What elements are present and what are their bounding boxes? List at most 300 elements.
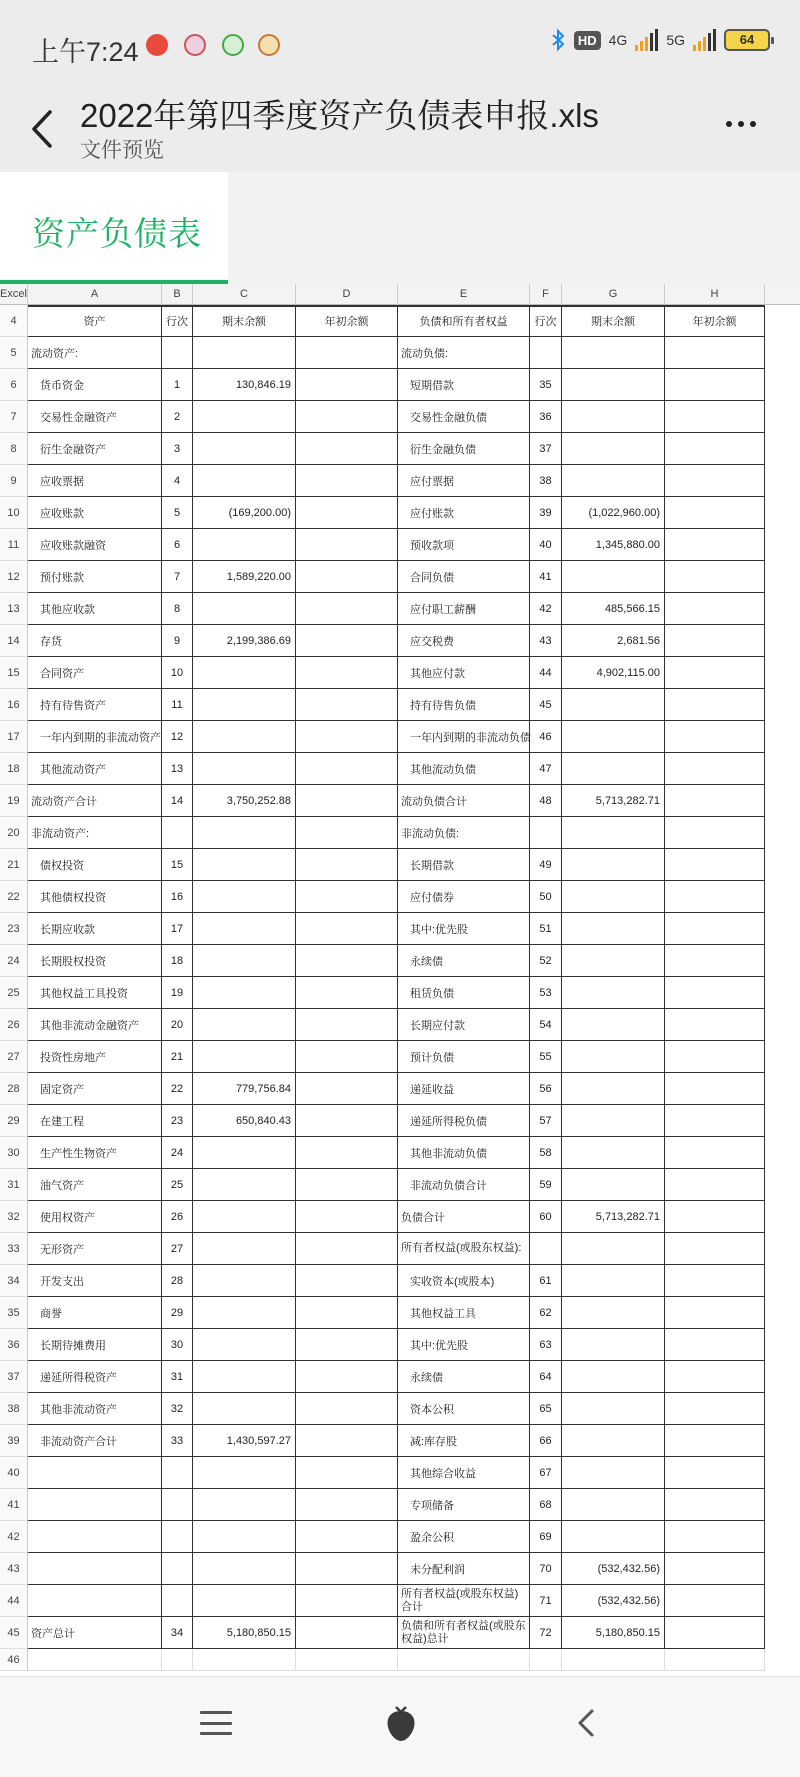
cell-f[interactable]: 51 bbox=[530, 913, 562, 945]
cell-g[interactable] bbox=[562, 1425, 665, 1457]
cell-b[interactable]: 11 bbox=[162, 689, 193, 721]
cell-f[interactable]: 35 bbox=[530, 369, 562, 401]
cell-c[interactable] bbox=[193, 1201, 296, 1233]
cell-h[interactable] bbox=[665, 1233, 765, 1265]
cell-e[interactable]: 资本公积 bbox=[398, 1393, 530, 1425]
cell-e[interactable]: 预计负债 bbox=[398, 1041, 530, 1073]
cell-a[interactable]: 投资性房地产 bbox=[28, 1041, 162, 1073]
cell-d[interactable] bbox=[296, 401, 398, 433]
cell-e[interactable]: 应付职工薪酬 bbox=[398, 593, 530, 625]
empty-cell[interactable] bbox=[193, 1649, 296, 1671]
cell-f[interactable]: 40 bbox=[530, 529, 562, 561]
cell-d[interactable] bbox=[296, 561, 398, 593]
cell-f[interactable]: 59 bbox=[530, 1169, 562, 1201]
cell-e[interactable]: 负债和所有者权益(或股东权益)总计 bbox=[398, 1617, 530, 1649]
cell-f[interactable]: 43 bbox=[530, 625, 562, 657]
cell-d[interactable] bbox=[296, 721, 398, 753]
cell-e[interactable]: 永续债 bbox=[398, 1361, 530, 1393]
row-number[interactable]: 45 bbox=[0, 1617, 28, 1649]
cell-g[interactable] bbox=[562, 1169, 665, 1201]
cell-f[interactable]: 65 bbox=[530, 1393, 562, 1425]
cell-g[interactable] bbox=[562, 1233, 665, 1265]
cell-g[interactable]: 5,713,282.71 bbox=[562, 785, 665, 817]
cell-d[interactable] bbox=[296, 1041, 398, 1073]
cell-f[interactable]: 47 bbox=[530, 753, 562, 785]
row-number[interactable]: 27 bbox=[0, 1041, 28, 1073]
cell-a[interactable]: 商誉 bbox=[28, 1297, 162, 1329]
cell-a[interactable]: 一年内到期的非流动资产 bbox=[28, 721, 162, 753]
cell-f[interactable]: 42 bbox=[530, 593, 562, 625]
cell-f[interactable] bbox=[530, 1233, 562, 1265]
cell-c[interactable] bbox=[193, 1137, 296, 1169]
row-number[interactable]: 9 bbox=[0, 465, 28, 497]
cell-h[interactable] bbox=[665, 657, 765, 689]
cell-b[interactable]: 8 bbox=[162, 593, 193, 625]
cell-e[interactable]: 非流动负债合计 bbox=[398, 1169, 530, 1201]
cell-g[interactable]: 5,180,850.15 bbox=[562, 1617, 665, 1649]
cell-c[interactable]: 2,199,386.69 bbox=[193, 625, 296, 657]
cell-e[interactable]: 递延所得税负债 bbox=[398, 1105, 530, 1137]
cell-e[interactable]: 衍生金融负债 bbox=[398, 433, 530, 465]
cell-f[interactable]: 57 bbox=[530, 1105, 562, 1137]
cell-a[interactable]: 油气资产 bbox=[28, 1169, 162, 1201]
cell-c[interactable] bbox=[193, 881, 296, 913]
cell-f[interactable]: 行次 bbox=[530, 305, 562, 337]
cell-g[interactable] bbox=[562, 1009, 665, 1041]
cell-f[interactable]: 39 bbox=[530, 497, 562, 529]
cell-g[interactable]: 485,566.15 bbox=[562, 593, 665, 625]
cell-a[interactable] bbox=[28, 1553, 162, 1585]
cell-c[interactable] bbox=[193, 1041, 296, 1073]
cell-b[interactable]: 32 bbox=[162, 1393, 193, 1425]
cell-d[interactable] bbox=[296, 689, 398, 721]
cell-e[interactable]: 专项储备 bbox=[398, 1489, 530, 1521]
empty-cell[interactable] bbox=[530, 1649, 562, 1671]
row-number[interactable]: 41 bbox=[0, 1489, 28, 1521]
cell-d[interactable] bbox=[296, 593, 398, 625]
cell-a[interactable]: 其他应收款 bbox=[28, 593, 162, 625]
cell-b[interactable]: 7 bbox=[162, 561, 193, 593]
cell-h[interactable] bbox=[665, 497, 765, 529]
cell-g[interactable] bbox=[562, 753, 665, 785]
cell-e[interactable]: 预收款项 bbox=[398, 529, 530, 561]
cell-b[interactable] bbox=[162, 1553, 193, 1585]
cell-c[interactable] bbox=[193, 529, 296, 561]
cell-d[interactable] bbox=[296, 1233, 398, 1265]
cell-f[interactable]: 60 bbox=[530, 1201, 562, 1233]
cell-c[interactable] bbox=[193, 1585, 296, 1617]
row-number[interactable]: 42 bbox=[0, 1521, 28, 1553]
cell-h[interactable] bbox=[665, 1169, 765, 1201]
cell-b[interactable]: 31 bbox=[162, 1361, 193, 1393]
cell-e[interactable]: 其中:优先股 bbox=[398, 913, 530, 945]
cell-d[interactable] bbox=[296, 1489, 398, 1521]
cell-h[interactable] bbox=[665, 1201, 765, 1233]
cell-g[interactable]: 5,713,282.71 bbox=[562, 1201, 665, 1233]
cell-h[interactable] bbox=[665, 625, 765, 657]
row-number[interactable]: 44 bbox=[0, 1585, 28, 1617]
cell-d[interactable] bbox=[296, 817, 398, 849]
cell-h[interactable] bbox=[665, 369, 765, 401]
cell-c[interactable] bbox=[193, 689, 296, 721]
cell-g[interactable] bbox=[562, 1297, 665, 1329]
cell-c[interactable]: 650,840.43 bbox=[193, 1105, 296, 1137]
cell-f[interactable]: 66 bbox=[530, 1425, 562, 1457]
cell-e[interactable]: 所有者权益(或股东权益): bbox=[398, 1233, 530, 1265]
cell-d[interactable] bbox=[296, 785, 398, 817]
cell-d[interactable] bbox=[296, 657, 398, 689]
cell-e[interactable]: 其他综合收益 bbox=[398, 1457, 530, 1489]
cell-f[interactable]: 38 bbox=[530, 465, 562, 497]
row-number[interactable]: 6 bbox=[0, 369, 28, 401]
row-number[interactable]: 7 bbox=[0, 401, 28, 433]
cell-c[interactable] bbox=[193, 401, 296, 433]
cell-e[interactable]: 永续债 bbox=[398, 945, 530, 977]
cell-a[interactable]: 流动资产: bbox=[28, 337, 162, 369]
cell-a[interactable]: 应收账款 bbox=[28, 497, 162, 529]
cell-b[interactable]: 12 bbox=[162, 721, 193, 753]
cell-c[interactable]: 期末余额 bbox=[193, 305, 296, 337]
cell-f[interactable]: 70 bbox=[530, 1553, 562, 1585]
cell-h[interactable] bbox=[665, 1393, 765, 1425]
spreadsheet[interactable] bbox=[0, 284, 800, 1676]
cell-b[interactable]: 30 bbox=[162, 1329, 193, 1361]
cell-g[interactable] bbox=[562, 1041, 665, 1073]
row-number[interactable]: 29 bbox=[0, 1105, 28, 1137]
cell-a[interactable]: 开发支出 bbox=[28, 1265, 162, 1297]
more-options-button[interactable] bbox=[726, 114, 770, 134]
cell-d[interactable] bbox=[296, 497, 398, 529]
cell-e[interactable]: 合同负债 bbox=[398, 561, 530, 593]
cell-f[interactable]: 36 bbox=[530, 401, 562, 433]
cell-f[interactable]: 46 bbox=[530, 721, 562, 753]
cell-b[interactable]: 14 bbox=[162, 785, 193, 817]
cell-c[interactable]: 130,846.19 bbox=[193, 369, 296, 401]
cell-f[interactable]: 52 bbox=[530, 945, 562, 977]
row-number[interactable]: 16 bbox=[0, 689, 28, 721]
cell-a[interactable]: 持有待售资产 bbox=[28, 689, 162, 721]
cell-c[interactable]: 1,589,220.00 bbox=[193, 561, 296, 593]
cell-f[interactable] bbox=[530, 817, 562, 849]
nav-back-button[interactable] bbox=[574, 1705, 598, 1741]
cell-a[interactable]: 无形资产 bbox=[28, 1233, 162, 1265]
cell-g[interactable] bbox=[562, 433, 665, 465]
cell-g[interactable] bbox=[562, 1073, 665, 1105]
row-number[interactable]: 39 bbox=[0, 1425, 28, 1457]
cell-b[interactable]: 18 bbox=[162, 945, 193, 977]
cell-c[interactable] bbox=[193, 1361, 296, 1393]
empty-cell[interactable] bbox=[562, 1649, 665, 1671]
cell-b[interactable]: 26 bbox=[162, 1201, 193, 1233]
cell-b[interactable] bbox=[162, 817, 193, 849]
cell-e[interactable]: 应付债券 bbox=[398, 881, 530, 913]
cell-e[interactable]: 非流动负债: bbox=[398, 817, 530, 849]
cell-b[interactable]: 2 bbox=[162, 401, 193, 433]
cell-a[interactable]: 货币资金 bbox=[28, 369, 162, 401]
cell-c[interactable] bbox=[193, 1233, 296, 1265]
cell-e[interactable]: 未分配利润 bbox=[398, 1553, 530, 1585]
cell-b[interactable] bbox=[162, 1521, 193, 1553]
cell-h[interactable] bbox=[665, 529, 765, 561]
row-number[interactable]: 33 bbox=[0, 1233, 28, 1265]
cell-g[interactable] bbox=[562, 1393, 665, 1425]
cell-b[interactable]: 22 bbox=[162, 1073, 193, 1105]
cell-a[interactable] bbox=[28, 1521, 162, 1553]
cell-f[interactable]: 69 bbox=[530, 1521, 562, 1553]
cell-e[interactable]: 递延收益 bbox=[398, 1073, 530, 1105]
column-header[interactable]: H bbox=[665, 284, 765, 305]
cell-a[interactable]: 在建工程 bbox=[28, 1105, 162, 1137]
cell-b[interactable]: 16 bbox=[162, 881, 193, 913]
cell-d[interactable] bbox=[296, 1617, 398, 1649]
cell-b[interactable]: 15 bbox=[162, 849, 193, 881]
cell-g[interactable] bbox=[562, 881, 665, 913]
cell-e[interactable]: 应付账款 bbox=[398, 497, 530, 529]
cell-a[interactable]: 使用权资产 bbox=[28, 1201, 162, 1233]
cell-f[interactable]: 45 bbox=[530, 689, 562, 721]
cell-a[interactable]: 预付账款 bbox=[28, 561, 162, 593]
sheet-tab-balance[interactable] bbox=[0, 172, 228, 284]
row-number[interactable]: 43 bbox=[0, 1553, 28, 1585]
cell-b[interactable]: 27 bbox=[162, 1233, 193, 1265]
cell-b[interactable]: 4 bbox=[162, 465, 193, 497]
cell-b[interactable]: 5 bbox=[162, 497, 193, 529]
cell-b[interactable]: 6 bbox=[162, 529, 193, 561]
cell-e[interactable]: 长期应付款 bbox=[398, 1009, 530, 1041]
cell-g[interactable]: 4,902,115.00 bbox=[562, 657, 665, 689]
home-button[interactable] bbox=[384, 1703, 418, 1743]
row-number[interactable]: 23 bbox=[0, 913, 28, 945]
cell-f[interactable]: 37 bbox=[530, 433, 562, 465]
menu-button[interactable] bbox=[200, 1707, 232, 1739]
cell-h[interactable] bbox=[665, 1137, 765, 1169]
cell-g[interactable] bbox=[562, 1521, 665, 1553]
cell-b[interactable] bbox=[162, 337, 193, 369]
cell-d[interactable] bbox=[296, 913, 398, 945]
cell-e[interactable]: 长期借款 bbox=[398, 849, 530, 881]
row-number[interactable]: 32 bbox=[0, 1201, 28, 1233]
cell-b[interactable]: 23 bbox=[162, 1105, 193, 1137]
row-number[interactable]: 37 bbox=[0, 1361, 28, 1393]
cell-e[interactable]: 其中:优先股 bbox=[398, 1329, 530, 1361]
cell-b[interactable]: 行次 bbox=[162, 305, 193, 337]
cell-d[interactable] bbox=[296, 753, 398, 785]
cell-c[interactable] bbox=[193, 1297, 296, 1329]
cell-d[interactable] bbox=[296, 1105, 398, 1137]
cell-f[interactable] bbox=[530, 337, 562, 369]
row-number[interactable]: 5 bbox=[0, 337, 28, 369]
column-header[interactable]: D bbox=[296, 284, 398, 305]
cell-c[interactable] bbox=[193, 753, 296, 785]
cell-c[interactable] bbox=[193, 1265, 296, 1297]
cell-h[interactable] bbox=[665, 1041, 765, 1073]
cell-c[interactable]: 3,750,252.88 bbox=[193, 785, 296, 817]
cell-d[interactable] bbox=[296, 1457, 398, 1489]
row-number[interactable]: 38 bbox=[0, 1393, 28, 1425]
cell-g[interactable] bbox=[562, 369, 665, 401]
cell-h[interactable] bbox=[665, 561, 765, 593]
cell-a[interactable]: 递延所得税资产 bbox=[28, 1361, 162, 1393]
cell-b[interactable]: 1 bbox=[162, 369, 193, 401]
cell-h[interactable] bbox=[665, 1329, 765, 1361]
cell-a[interactable]: 其他非流动资产 bbox=[28, 1393, 162, 1425]
row-number[interactable]: 30 bbox=[0, 1137, 28, 1169]
cell-d[interactable] bbox=[296, 1265, 398, 1297]
cell-c[interactable] bbox=[193, 433, 296, 465]
cell-d[interactable] bbox=[296, 1361, 398, 1393]
cell-h[interactable] bbox=[665, 1489, 765, 1521]
cell-f[interactable]: 41 bbox=[530, 561, 562, 593]
empty-cell[interactable] bbox=[296, 1649, 398, 1671]
cell-g[interactable] bbox=[562, 689, 665, 721]
cell-c[interactable] bbox=[193, 945, 296, 977]
cell-e[interactable]: 其他应付款 bbox=[398, 657, 530, 689]
cell-h[interactable] bbox=[665, 1265, 765, 1297]
cell-g[interactable] bbox=[562, 913, 665, 945]
cell-a[interactable]: 合同资产 bbox=[28, 657, 162, 689]
cell-h[interactable] bbox=[665, 1617, 765, 1649]
cell-f[interactable]: 62 bbox=[530, 1297, 562, 1329]
cell-g[interactable] bbox=[562, 817, 665, 849]
cell-d[interactable] bbox=[296, 625, 398, 657]
cell-d[interactable] bbox=[296, 881, 398, 913]
cell-c[interactable] bbox=[193, 1457, 296, 1489]
cell-e[interactable]: 其他非流动负债 bbox=[398, 1137, 530, 1169]
cell-g[interactable]: (532,432.56) bbox=[562, 1553, 665, 1585]
cell-c[interactable]: 5,180,850.15 bbox=[193, 1617, 296, 1649]
cell-g[interactable] bbox=[562, 1137, 665, 1169]
cell-c[interactable] bbox=[193, 657, 296, 689]
cell-h[interactable] bbox=[665, 945, 765, 977]
cell-c[interactable] bbox=[193, 593, 296, 625]
cell-c[interactable] bbox=[193, 721, 296, 753]
back-button[interactable] bbox=[22, 104, 62, 154]
cell-d[interactable] bbox=[296, 433, 398, 465]
cell-h[interactable]: 年初余额 bbox=[665, 305, 765, 337]
cell-e[interactable]: 应交税费 bbox=[398, 625, 530, 657]
row-number[interactable]: 24 bbox=[0, 945, 28, 977]
cell-h[interactable] bbox=[665, 1361, 765, 1393]
cell-f[interactable]: 48 bbox=[530, 785, 562, 817]
cell-b[interactable]: 17 bbox=[162, 913, 193, 945]
cell-a[interactable] bbox=[28, 1489, 162, 1521]
cell-f[interactable]: 56 bbox=[530, 1073, 562, 1105]
cell-h[interactable] bbox=[665, 753, 765, 785]
cell-a[interactable]: 存货 bbox=[28, 625, 162, 657]
cell-d[interactable] bbox=[296, 849, 398, 881]
cell-b[interactable]: 9 bbox=[162, 625, 193, 657]
cell-g[interactable]: 1,345,880.00 bbox=[562, 529, 665, 561]
cell-f[interactable]: 55 bbox=[530, 1041, 562, 1073]
cell-b[interactable]: 20 bbox=[162, 1009, 193, 1041]
cell-a[interactable]: 其他非流动金融资产 bbox=[28, 1009, 162, 1041]
cell-f[interactable]: 54 bbox=[530, 1009, 562, 1041]
cell-f[interactable]: 49 bbox=[530, 849, 562, 881]
row-number[interactable]: 25 bbox=[0, 977, 28, 1009]
cell-d[interactable] bbox=[296, 1329, 398, 1361]
cell-h[interactable] bbox=[665, 1297, 765, 1329]
cell-h[interactable] bbox=[665, 1105, 765, 1137]
cell-g[interactable] bbox=[562, 337, 665, 369]
cell-d[interactable] bbox=[296, 1009, 398, 1041]
cell-h[interactable] bbox=[665, 849, 765, 881]
cell-h[interactable] bbox=[665, 593, 765, 625]
cell-e[interactable]: 盈余公积 bbox=[398, 1521, 530, 1553]
cell-f[interactable]: 53 bbox=[530, 977, 562, 1009]
cell-c[interactable] bbox=[193, 1521, 296, 1553]
cell-b[interactable]: 34 bbox=[162, 1617, 193, 1649]
column-header[interactable]: B bbox=[162, 284, 193, 305]
cell-c[interactable]: 1,430,597.27 bbox=[193, 1425, 296, 1457]
cell-a[interactable]: 衍生金融资产 bbox=[28, 433, 162, 465]
cell-h[interactable] bbox=[665, 1457, 765, 1489]
cell-f[interactable]: 58 bbox=[530, 1137, 562, 1169]
cell-e[interactable]: 持有待售负债 bbox=[398, 689, 530, 721]
row-number[interactable]: 36 bbox=[0, 1329, 28, 1361]
cell-a[interactable]: 长期应收款 bbox=[28, 913, 162, 945]
row-number[interactable]: 18 bbox=[0, 753, 28, 785]
cell-b[interactable]: 13 bbox=[162, 753, 193, 785]
row-number[interactable]: 19 bbox=[0, 785, 28, 817]
cell-h[interactable] bbox=[665, 817, 765, 849]
cell-d[interactable] bbox=[296, 337, 398, 369]
cell-h[interactable] bbox=[665, 913, 765, 945]
cell-d[interactable] bbox=[296, 529, 398, 561]
row-number[interactable]: 26 bbox=[0, 1009, 28, 1041]
cell-g[interactable] bbox=[562, 1457, 665, 1489]
cell-g[interactable]: 期末余额 bbox=[562, 305, 665, 337]
cell-e[interactable]: 所有者权益(或股东权益)合计 bbox=[398, 1585, 530, 1617]
cell-g[interactable]: (1,022,960.00) bbox=[562, 497, 665, 529]
cell-f[interactable]: 44 bbox=[530, 657, 562, 689]
cell-f[interactable]: 50 bbox=[530, 881, 562, 913]
cell-h[interactable] bbox=[665, 1521, 765, 1553]
cell-e[interactable]: 短期借款 bbox=[398, 369, 530, 401]
cell-d[interactable] bbox=[296, 369, 398, 401]
row-number[interactable]: 13 bbox=[0, 593, 28, 625]
cell-g[interactable] bbox=[562, 1105, 665, 1137]
cell-e[interactable]: 一年内到期的非流动负债 bbox=[398, 721, 530, 753]
empty-cell[interactable] bbox=[28, 1649, 162, 1671]
cell-a[interactable]: 其他流动资产 bbox=[28, 753, 162, 785]
cell-f[interactable]: 71 bbox=[530, 1585, 562, 1617]
row-number[interactable]: 11 bbox=[0, 529, 28, 561]
cell-g[interactable] bbox=[562, 977, 665, 1009]
row-number[interactable]: 20 bbox=[0, 817, 28, 849]
cell-e[interactable]: 减:库存股 bbox=[398, 1425, 530, 1457]
row-number[interactable]: 8 bbox=[0, 433, 28, 465]
cell-g[interactable] bbox=[562, 1265, 665, 1297]
cell-h[interactable] bbox=[665, 337, 765, 369]
cell-h[interactable] bbox=[665, 785, 765, 817]
empty-cell[interactable] bbox=[398, 1649, 530, 1671]
cell-c[interactable] bbox=[193, 337, 296, 369]
cell-a[interactable] bbox=[28, 1457, 162, 1489]
row-number[interactable]: 40 bbox=[0, 1457, 28, 1489]
cell-c[interactable] bbox=[193, 1393, 296, 1425]
cell-e[interactable]: 交易性金融负债 bbox=[398, 401, 530, 433]
row-number[interactable]: 31 bbox=[0, 1169, 28, 1201]
cell-a[interactable]: 生产性生物资产 bbox=[28, 1137, 162, 1169]
cell-b[interactable]: 21 bbox=[162, 1041, 193, 1073]
cell-h[interactable] bbox=[665, 433, 765, 465]
cell-g[interactable] bbox=[562, 401, 665, 433]
column-header[interactable]: C bbox=[193, 284, 296, 305]
cell-a[interactable]: 债权投资 bbox=[28, 849, 162, 881]
cell-d[interactable] bbox=[296, 1201, 398, 1233]
cell-d[interactable] bbox=[296, 465, 398, 497]
row-number[interactable]: 22 bbox=[0, 881, 28, 913]
